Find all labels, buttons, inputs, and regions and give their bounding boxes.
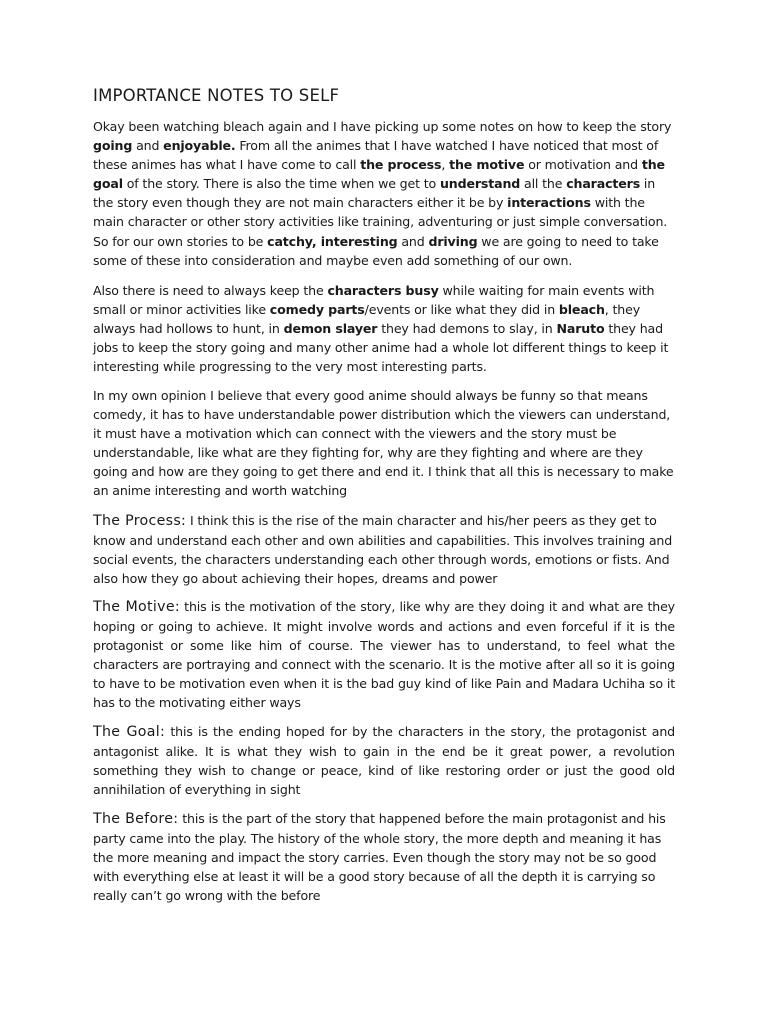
text-run: with the main character or other story activities like training, adventuring or just simple conversation. So for our own stories to be	[93, 195, 668, 249]
bold-phrase: interactions	[507, 195, 591, 211]
bold-phrase: enjoyable.	[163, 138, 236, 154]
paragraph-intro	[93, 117, 675, 270]
paragraph-the-process	[93, 511, 675, 588]
text-run: , they always had hollows to hunt, in	[93, 302, 641, 337]
text-run: and	[132, 138, 164, 154]
bold-phrase: characters	[566, 176, 641, 192]
paragraph-opinion	[93, 386, 675, 501]
bold-phrase: catchy, interesting	[267, 233, 398, 249]
text-run: in the story even though they are not main characters either it be by	[93, 176, 656, 211]
bold-phrase: Naruto	[556, 321, 605, 337]
text-run: this is the ending hoped for by the characters in the story, the protagonist and antagonist alike. It is what they wish to gain in the end be it great power, a revolution something they wish to change or peace, kind of like restoring order or just the good old annihilation of everything in sight	[93, 724, 675, 798]
section-heading: The Motive:	[93, 599, 180, 615]
text-run: while waiting for main events with small or minor activities like	[93, 283, 655, 318]
bold-phrase: the process	[360, 157, 442, 173]
text-run: or motivation and	[524, 157, 642, 173]
text-run: ,	[441, 157, 450, 173]
text-run: In my own opinion I believe that every good anime should always be funny so that means comedy, it has to have understandable power distribution which the viewers can understand, it must have a motivation which can connect with the viewers and the story must be understandable, like what are they fighting for, why are they fighting and where are they going and how are they going to get there and end it. I think that all this is necessary to make an anime interesting and worth watching	[93, 388, 674, 499]
bold-phrase: going	[93, 138, 133, 154]
bold-phrase: comedy parts	[269, 302, 365, 318]
document-title: IMPORTANCE NOTES TO SELF	[93, 86, 340, 105]
paragraph-the-motive	[93, 597, 675, 713]
bold-phrase: characters busy	[327, 283, 439, 298]
section-heading: The Goal:	[93, 724, 166, 740]
text-run: of the story. There is also the time when we get to	[122, 176, 440, 192]
text-run: and	[397, 233, 429, 249]
bold-phrase: bleach	[558, 302, 605, 318]
text-run: we are going to need to take some of these into consideration and maybe even add something of our own.	[93, 233, 659, 268]
text-run: From all the animes that I have watched I have noticed that most of these animes has what I have come to call	[93, 138, 659, 173]
section-heading: The Process:	[93, 513, 187, 529]
text-run: they had demons to slay, in	[377, 321, 557, 337]
bold-phrase: the goal	[93, 157, 665, 192]
section-heading: The Before:	[93, 811, 179, 827]
bold-phrase: the motive	[449, 157, 525, 173]
text-run: I think this is the rise of the main character and his/her peers as they get to know and understand each other and own abilities and capabilities. This involves training and social events, the characters understanding each other through words, emotions or fists. And also how they go about achieving their hopes, dreams and power	[93, 513, 673, 587]
text-run: this is the part of the story that happened before the main protagonist and his party came into the play. The history of the whole story, the more depth and meaning it has the more meaning and impact the story carries. Even though the story may not be so good with everything else at least it will be a good story because of all the depth it is carrying so really can’t go wrong with the before	[93, 811, 666, 904]
text-run: Also there is need to always keep the	[93, 283, 328, 298]
paragraph-the-goal	[93, 722, 675, 799]
text-run: Okay been watching bleach again and I have picking up some notes on how to keep the story	[93, 119, 672, 134]
bold-phrase: driving	[428, 233, 478, 249]
text-run: all the	[520, 176, 567, 192]
text-run: they had jobs to keep the story going and many other anime had a whole lot different things to keep it interesting while progressing to the very most interesting parts.	[93, 321, 669, 375]
paragraph-the-before	[93, 809, 675, 905]
paragraph-characters-busy	[93, 281, 675, 376]
bold-phrase: demon slayer	[283, 321, 378, 337]
bold-phrase: understand	[439, 176, 521, 192]
text-run: /events or like what they did in	[364, 302, 559, 318]
text-run: this is the motivation of the story, like why are they doing it and what are they hoping or going to achieve. It might involve words and actions and even forceful if it is the protagonist or some like him of course. The viewer has to understand, to feel what the characters are portraying and connect with the scenario. It is the motive after all so it is going to have to be motivation even when it is the bad guy kind of like Pain and Madara Uchiha so it has to the motivating either ways	[93, 599, 675, 711]
